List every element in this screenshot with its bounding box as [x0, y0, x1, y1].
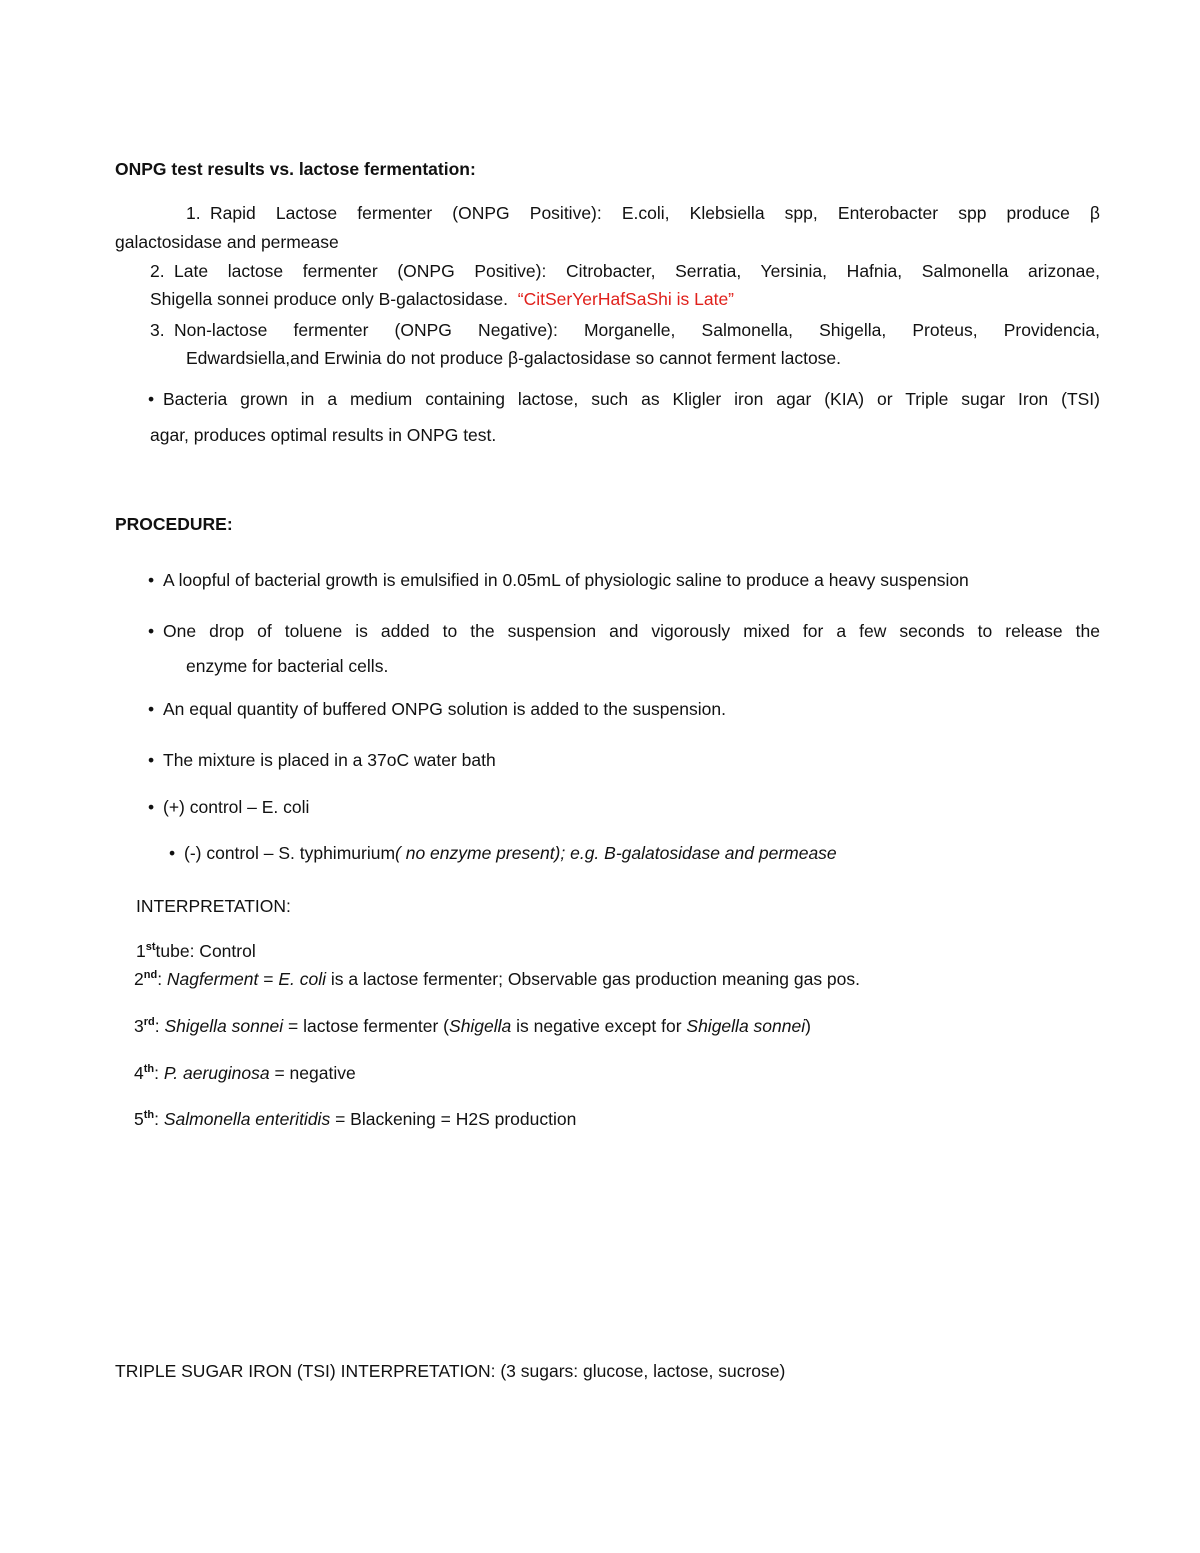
- onpg-item1-line2: galactosidase and permease: [115, 232, 339, 252]
- onpg-item3-line1: Non-lactose fermenter (ONPG Negative): Morganelle, Salmonella, Shigella, Proteus, Providencia,: [174, 320, 1100, 340]
- tube-ordinal: nd: [143, 969, 158, 982]
- bullet-icon: •: [148, 797, 155, 817]
- procedure-heading: PROCEDURE:: [115, 514, 233, 534]
- procedure-step-3: An equal quantity of buffered ONPG solution is added to the suspension.: [163, 699, 726, 719]
- procedure-step-2: One drop of toluene is added to the suspension and vigorously mixed for a few seconds to release the: [163, 621, 1100, 641]
- tube-number: 1: [136, 941, 146, 961]
- tube-ordinal: th: [143, 1063, 155, 1076]
- neg-control-note: ( no enzyme present); e.g. B-galatosidase and permease: [395, 843, 837, 863]
- tsi-heading: TRIPLE SUGAR IRON (TSI) INTERPRETATION: (3 sugars: glucose, lactose, sucrose): [115, 1361, 786, 1381]
- procedure-neg-control: [184, 842, 837, 864]
- tube-organism: Shigella: [449, 1016, 512, 1036]
- onpg-item3-number: 3.: [150, 320, 165, 340]
- tube-organism: Salmonella enteritidis: [163, 1109, 331, 1129]
- onpg-item2-number: 2.: [150, 261, 165, 281]
- tube-colon: :: [157, 969, 167, 989]
- tube-colon: :: [154, 1063, 164, 1083]
- bullet-icon: •: [148, 699, 155, 719]
- tube-text: ): [805, 1016, 811, 1036]
- onpg-item2-line1: Late lactose fermenter (ONPG Positive): Citrobacter, Serratia, Yersinia, Hafnia, Salmonella arizonae,: [174, 261, 1100, 281]
- tube-colon: :: [154, 1109, 164, 1129]
- tube-text: = lactose fermenter (: [283, 1016, 450, 1036]
- onpg-heading: ONPG test results vs. lactose fermentation:: [115, 159, 476, 179]
- tube-colon: :: [154, 1016, 165, 1036]
- tube-text: = Blackening = H2S production: [330, 1109, 577, 1129]
- neg-control-text: (-) control – S. typhimurium: [184, 843, 396, 863]
- tube-text: is a lactose fermenter; Observable gas production meaning gas pos.: [325, 969, 861, 989]
- tube-number: 3: [134, 1016, 144, 1036]
- bullet-icon: •: [169, 843, 176, 863]
- onpg-item1-number: 1.: [186, 203, 201, 223]
- procedure-step-5: (+) control – E. coli: [163, 797, 310, 817]
- tube-number: 4: [134, 1063, 144, 1083]
- tube-text: is negative except for: [511, 1016, 687, 1036]
- tube-number: 5: [134, 1109, 144, 1129]
- tube-ordinal: rd: [143, 1016, 155, 1029]
- tube-organism: P. aeruginosa: [163, 1063, 270, 1083]
- tube-text: =: [258, 969, 279, 989]
- interpretation-tube-2: [134, 968, 860, 990]
- bullet-icon: •: [148, 389, 155, 409]
- tube-organism: Shigella sonnei: [686, 1016, 806, 1036]
- tube-organism: E. coli: [278, 969, 326, 989]
- onpg-note-line2: agar, produces optimal results in ONPG test.: [150, 425, 497, 445]
- tube-number: 2: [134, 969, 144, 989]
- onpg-note-line1: Bacteria grown in a medium containing lactose, such as Kligler iron agar (KIA) or Triple sugar Iron (TSI): [163, 389, 1100, 409]
- onpg-item1-line1: Rapid Lactose fermenter (ONPG Positive): E.coli, Klebsiella spp, Enterobacter spp produce β: [210, 203, 1100, 223]
- interpretation-tube-1: [136, 940, 256, 962]
- tube-text: tube: Control: [155, 941, 256, 961]
- bullet-icon: •: [148, 621, 155, 641]
- tube-ordinal: th: [143, 1109, 155, 1122]
- tube-ordinal: st: [145, 941, 156, 954]
- tube-text: = negative: [269, 1063, 356, 1083]
- interpretation-tube-4: [134, 1062, 356, 1084]
- onpg-item3-line2: Edwardsiella,and Erwinia do not produce β-galactosidase so cannot ferment lactose.: [186, 348, 842, 368]
- mnemonic-text: “CitSerYerHafSaShi is Late”: [517, 289, 735, 309]
- interpretation-heading: INTERPRETATION:: [136, 896, 291, 916]
- interpretation-tube-5: [134, 1108, 576, 1130]
- procedure-step-4: The mixture is placed in a 37oC water bath: [163, 750, 496, 770]
- bullet-icon: •: [148, 750, 155, 770]
- tube-organism: Shigella sonnei: [164, 1016, 284, 1036]
- bullet-icon: •: [148, 570, 155, 590]
- onpg-item2-line2: [150, 288, 734, 310]
- interpretation-tube-3: [134, 1015, 811, 1037]
- procedure-step-1: A loopful of bacterial growth is emulsified in 0.05mL of physiologic saline to produce a heavy suspension: [163, 570, 969, 590]
- onpg-item2-text: Shigella sonnei produce only B-galactosidase.: [150, 289, 509, 309]
- procedure-step-2-cont: enzyme for bacterial cells.: [186, 656, 389, 676]
- tube-organism: Nagferment: [166, 969, 259, 989]
